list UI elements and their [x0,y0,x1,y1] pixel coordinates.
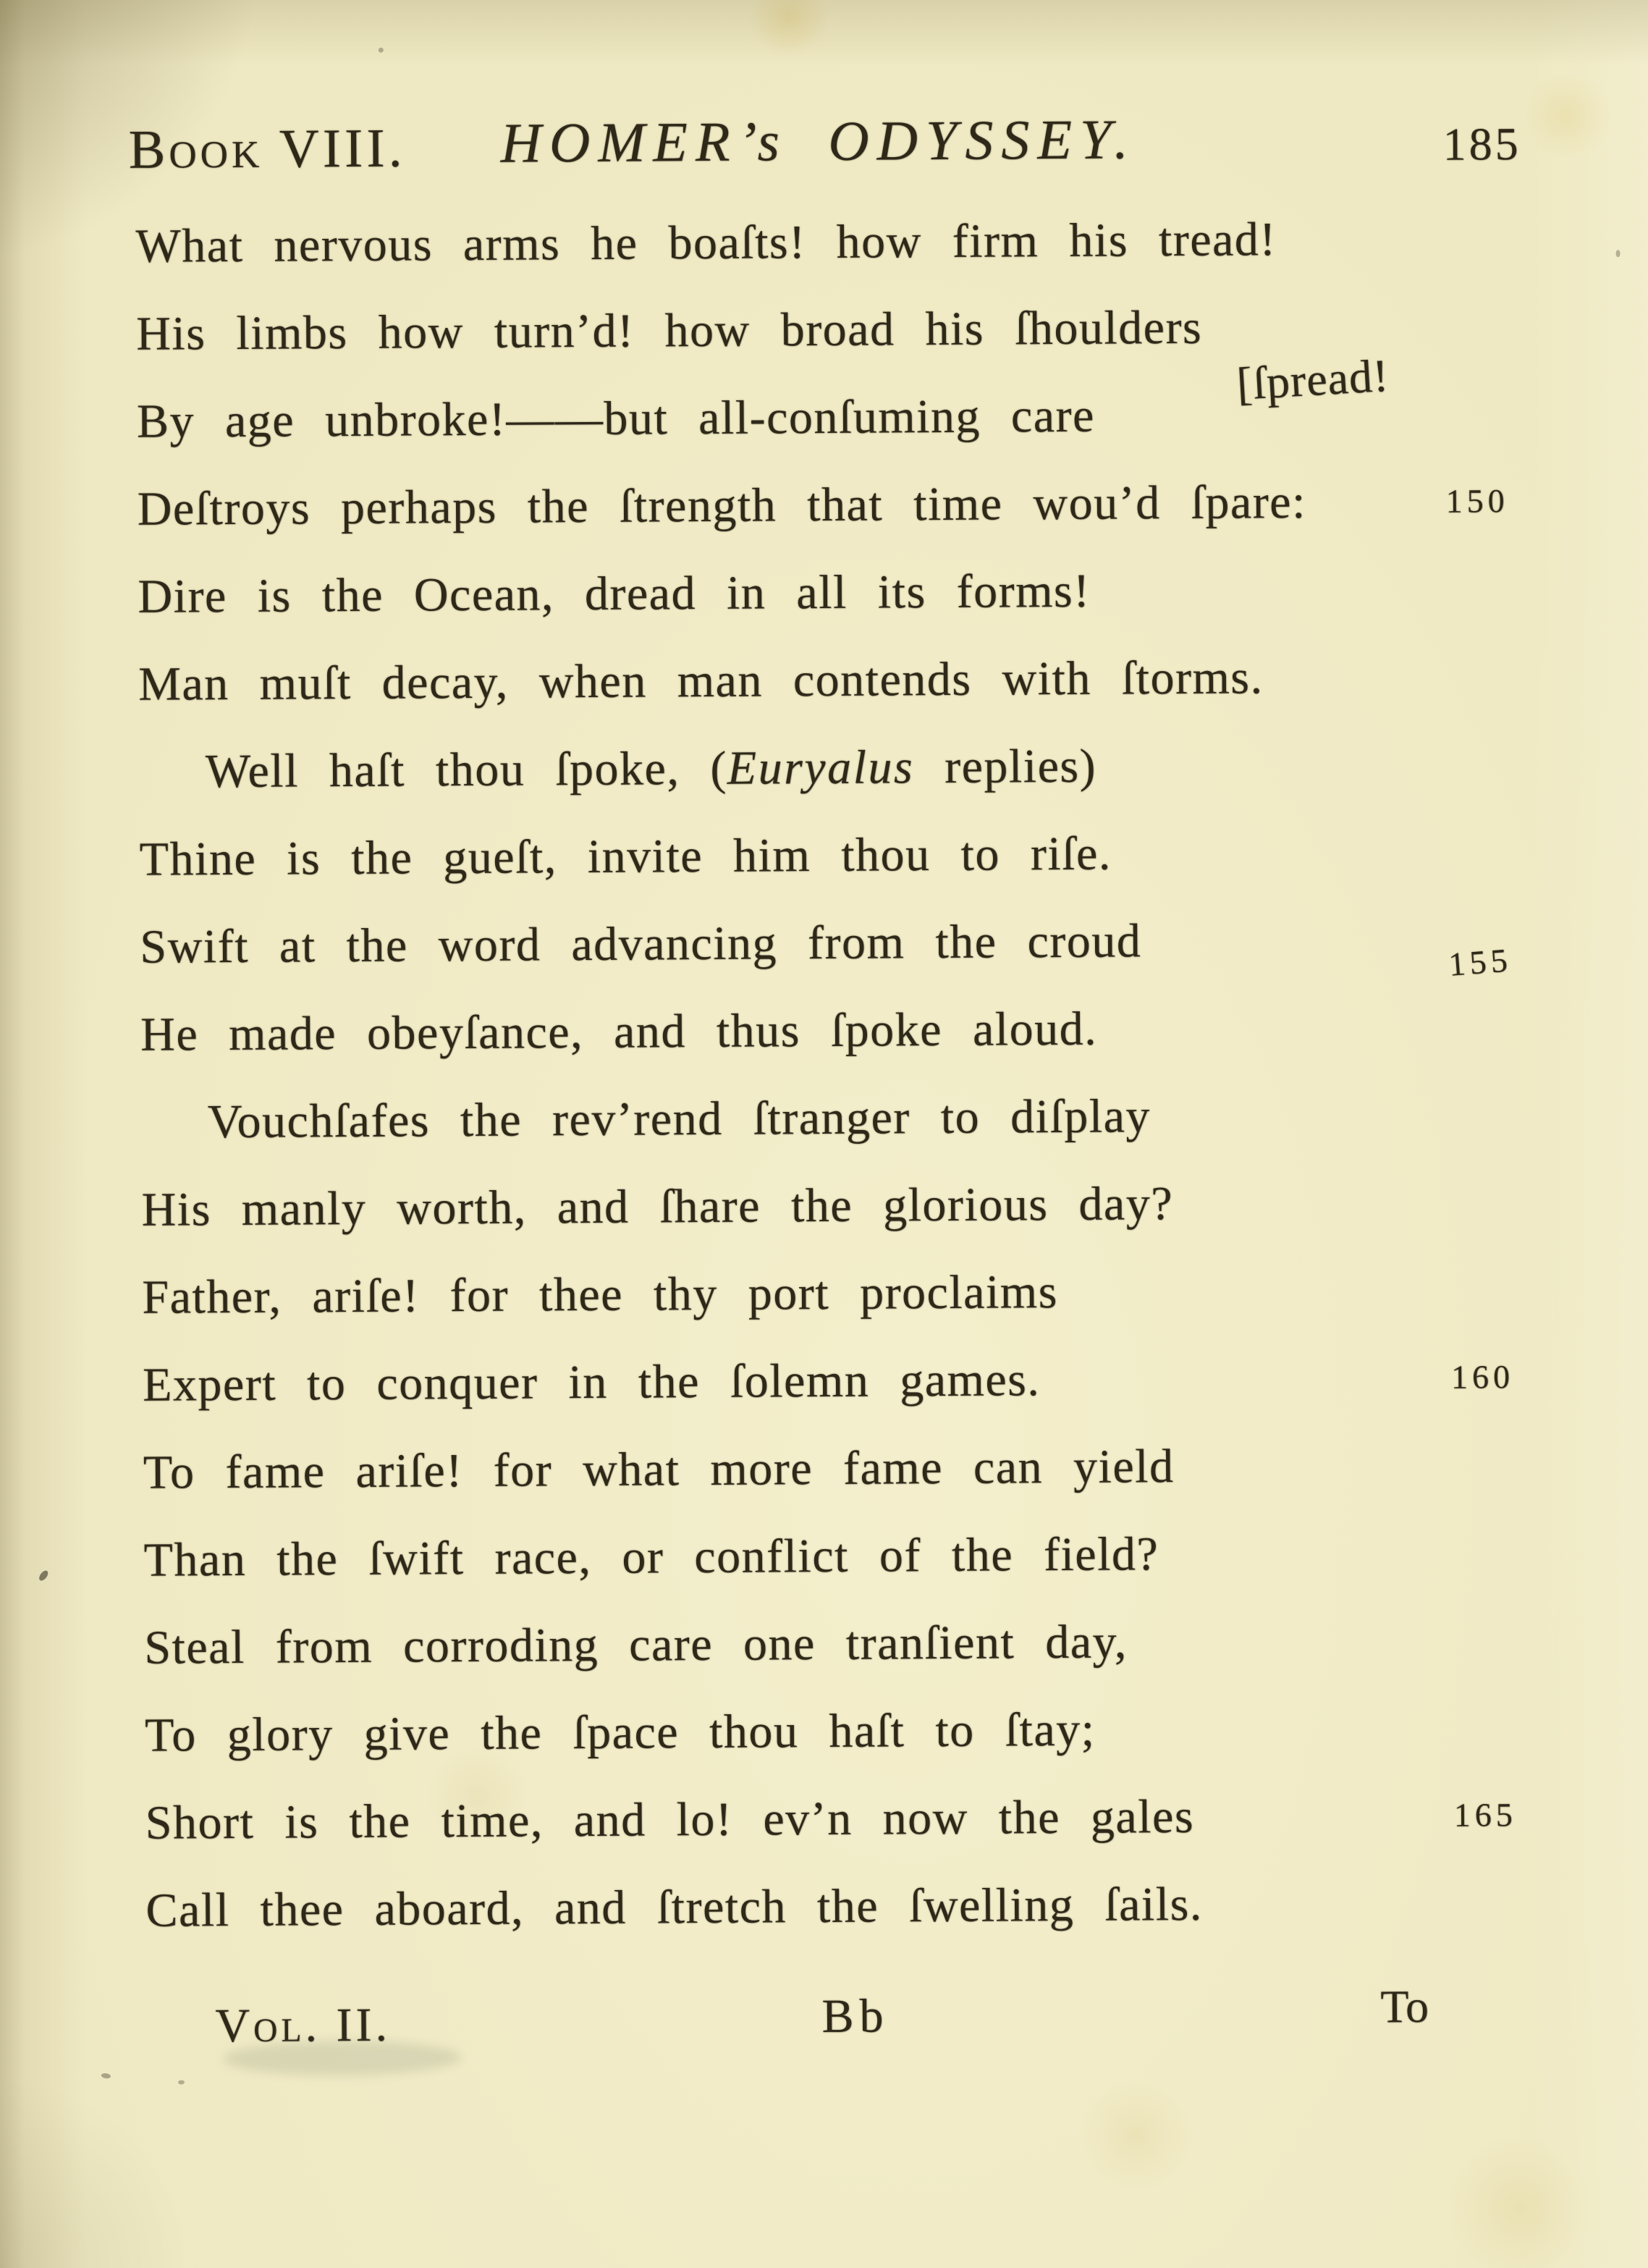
poem-line [140,982,1589,1079]
footer-volume-label: Vol. II. [215,1998,392,2053]
poem-line [145,1858,1594,1955]
poem-line [138,544,1586,641]
poem-line [139,720,1587,816]
ink-speck [379,48,384,53]
ink-speck [1616,250,1620,257]
poem-line [142,1245,1590,1341]
footer-catchword: To [1380,1980,1429,2033]
verse-line-number: 150 [1445,482,1509,520]
poem-line [143,1333,1591,1429]
verse-text: Thine is the gueſt, invite him thou to riſe. [139,827,1112,886]
verse-line-number: 155 [1447,941,1513,983]
verse-text: Dire is the Ocean, dread in all its forms! [138,564,1091,623]
verse-text: His limbs how turn’d! how broad his ſhoulders [136,300,1203,361]
verse-text: Short is the time, and lo! ev’n now the gales [145,1789,1195,1850]
ink-speck [178,2080,185,2084]
footer-signature-mark: Bb [821,1989,890,2044]
poem-line [143,1508,1592,1604]
poem-line [136,349,1585,465]
verse-text: By age unbroke!——but all-conſuming care [136,389,1095,448]
poem-line [145,1771,1593,1867]
verse-text: replies) [913,739,1097,794]
verse-text: Call thee aboard, and ſtretch the ſwelling ſails. [145,1877,1204,1937]
poem-line [144,1595,1592,1692]
verse-text: Man muſt decay, when man contends with ſtorms. [138,651,1264,711]
verse-text: Vouchſafes the rev’rend ſtranger to diſplay [207,1089,1152,1149]
verse-text-italic: Euryalus [727,741,915,795]
poem-line [137,457,1585,553]
verse-text: He made obeyſance, and thus ſpoke aloud. [140,1002,1098,1061]
poem-line [145,1683,1593,1779]
header-running-title: HOMER’s ODYSSEY. [500,107,1136,174]
verse-text: Swift at the word advancing from the croud [140,914,1142,974]
header-book-number: Book VIII. [128,117,406,180]
poem-line [140,895,1588,991]
verse-line-number: 165 [1453,1796,1517,1834]
verse-text: Father, ariſe! for thee thy port proclaims [142,1265,1059,1324]
verse-text: To glory give the ſpace thou haſt to ſtay; [144,1703,1096,1762]
poem-body [135,194,1594,1955]
poem-line [143,1420,1591,1517]
verse-text: What nervous arms he boaſts! how firm his tread! [135,213,1277,273]
poem-line [138,632,1586,728]
verse-text: His manly worth, and ſhare the glorious day? [141,1177,1174,1236]
poem-line [139,807,1587,903]
verse-text: Steal from corroding care one tranſient day, [144,1615,1128,1674]
poem-line [141,1158,1589,1254]
verse-text: Well haſt thou ſpoke, ( [205,741,728,798]
verse-turnover: [ſpread! [1235,349,1391,410]
poem-line [135,194,1584,290]
ink-speck [38,1569,50,1582]
ink-ghost-smudge [223,2040,462,2076]
verse-text: To fame ariſe! for what more fame can yield [143,1440,1175,1499]
verse-line-number: 160 [1450,1358,1515,1396]
header-page-number: 185 [1442,118,1521,170]
ink-speck [101,2073,111,2079]
poem-line [141,1070,1589,1166]
verse-text: Deſtroys perhaps the ſtrength that time wou’d ſpare: [137,475,1307,536]
verse-text: Than the ſwift race, or conflict of the field? [143,1527,1159,1587]
verse-text: Expert to conquer in the ſolemn games. [142,1353,1041,1412]
